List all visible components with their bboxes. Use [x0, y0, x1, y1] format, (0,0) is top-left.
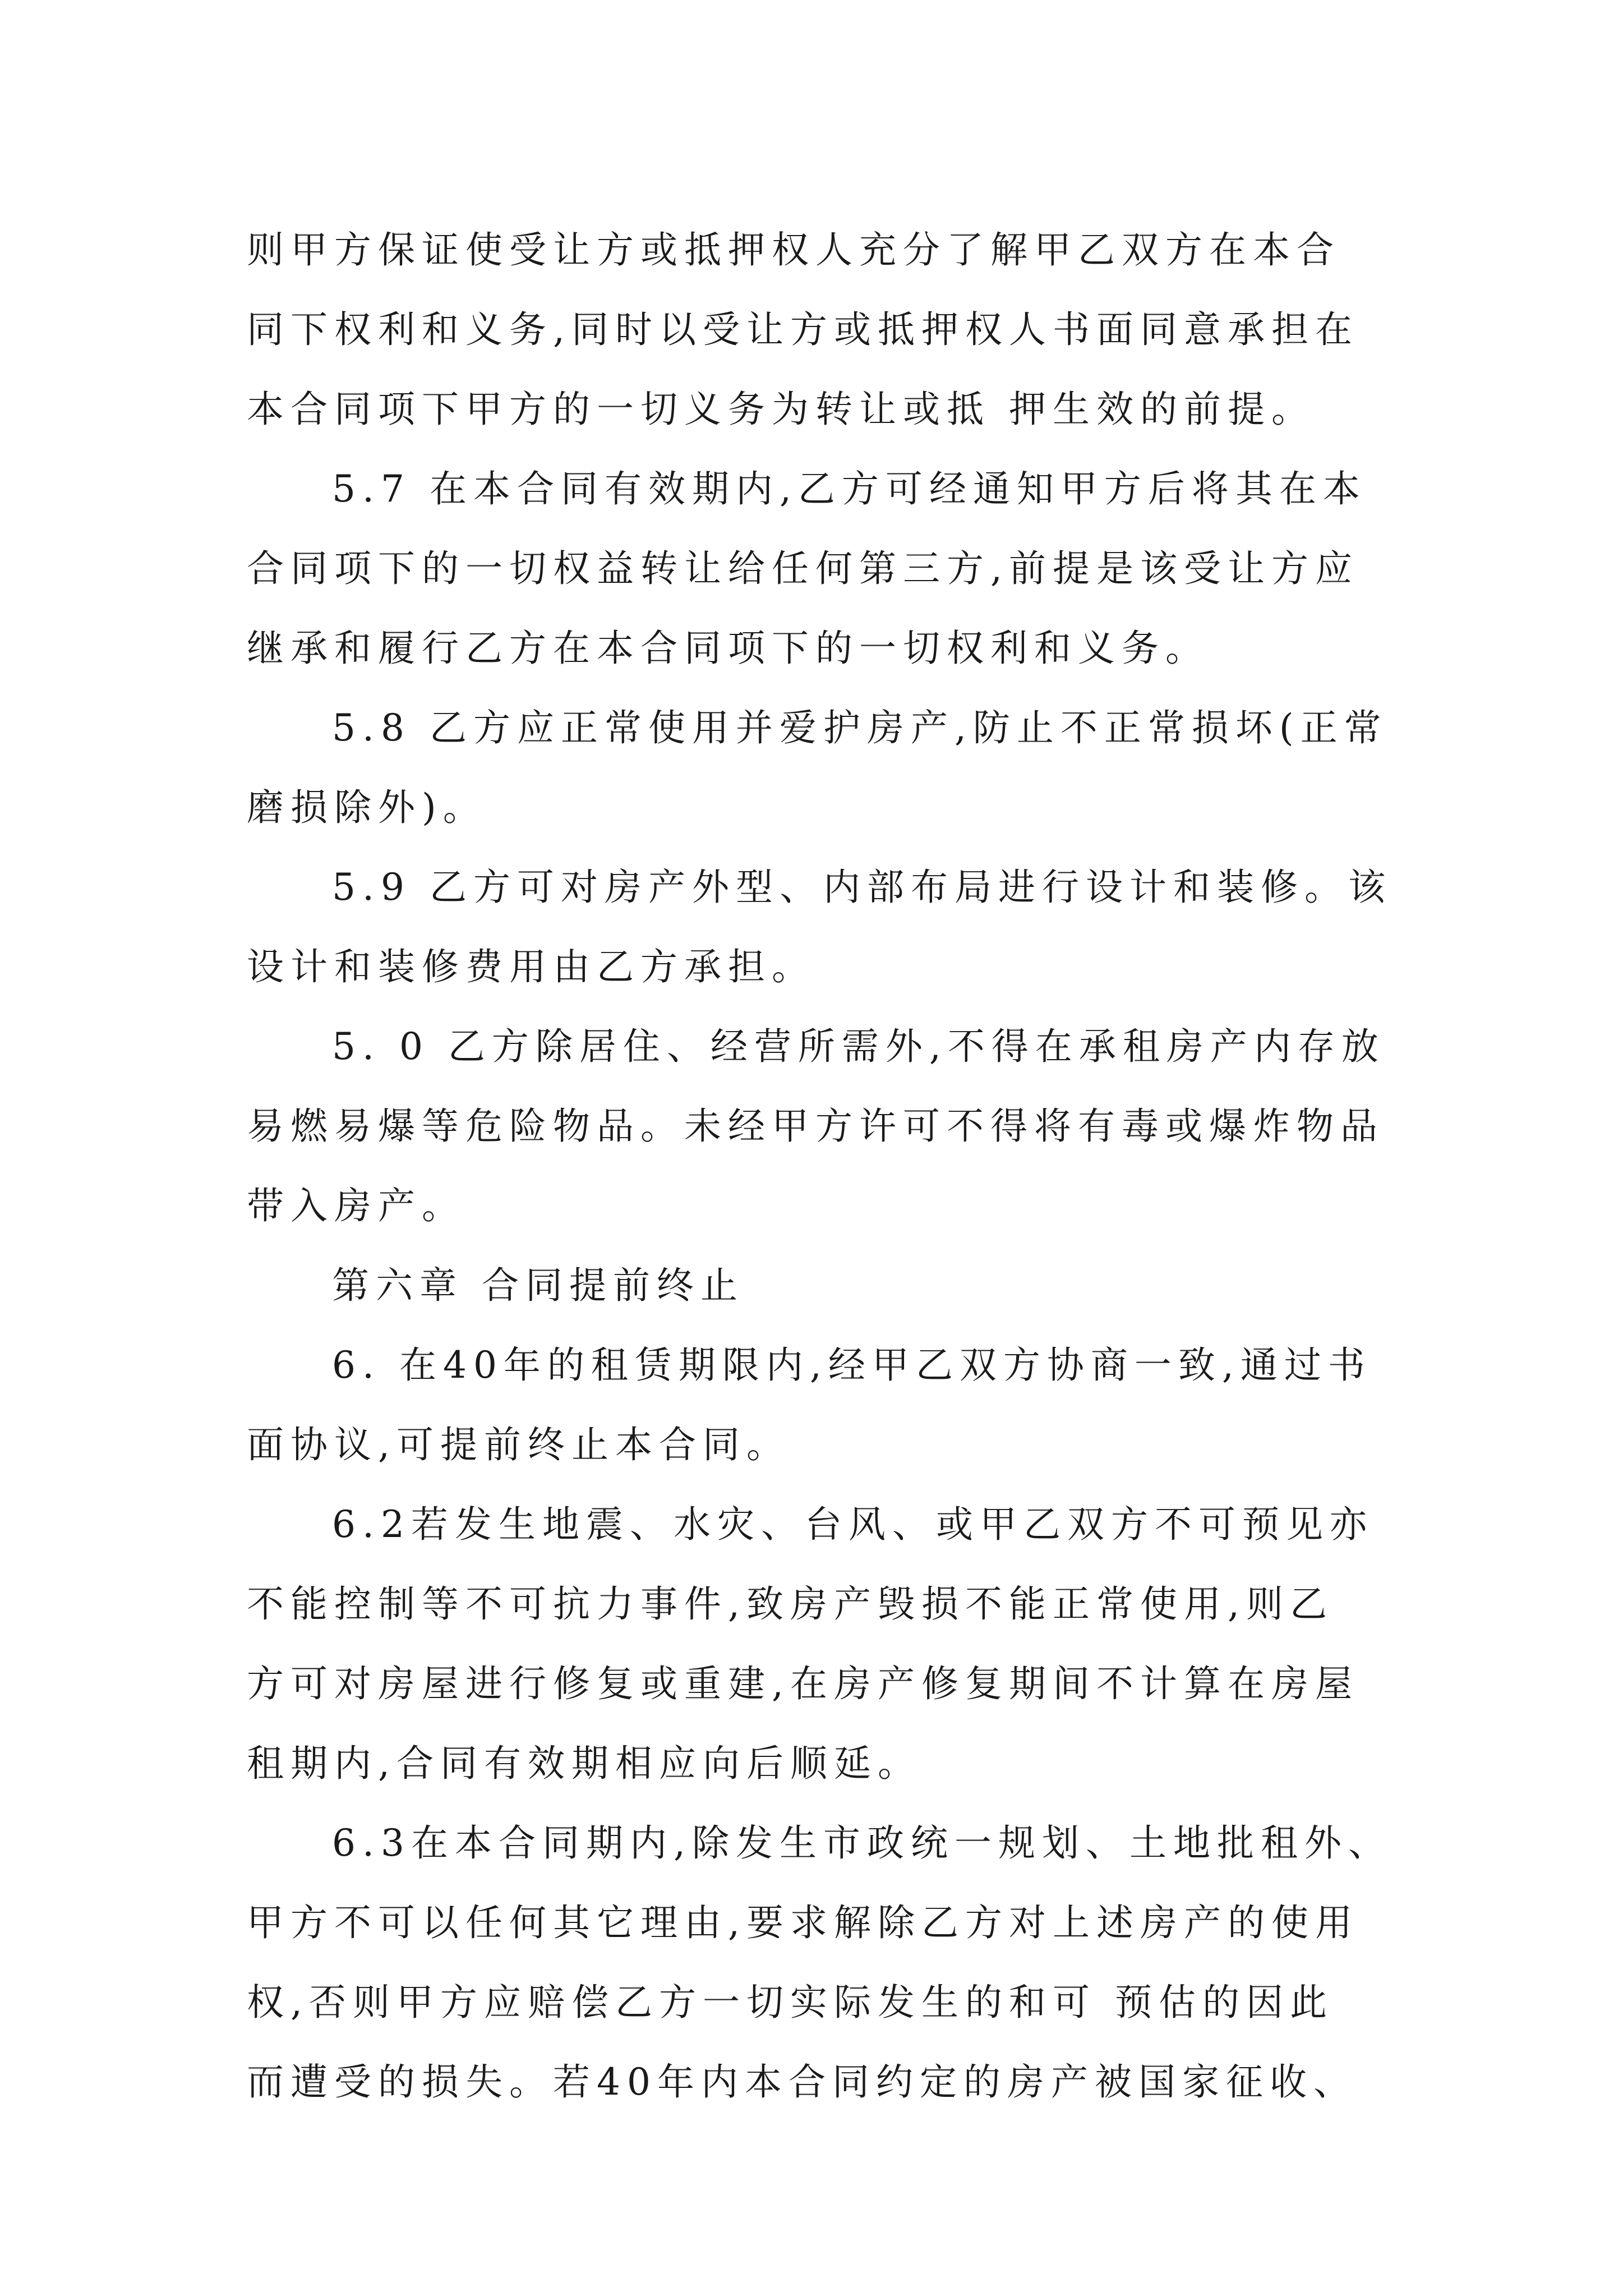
text-line: 权,否则甲方应赔偿乙方一切实际发生的和可 预估的因此	[247, 1981, 1334, 2024]
clause-6-2: 6.2若发生地震、水灾、台风、或甲乙双方不可预见亦	[332, 1503, 1373, 1546]
text-line: 而遭受的损失。若40年内本合同约定的房产被国家征收、	[247, 2060, 1357, 2104]
clause-6-3: 6.3在本合同期内,除发生市政统一规划、土地批租外、	[332, 1821, 1392, 1865]
text-line: 不能控制等不可抗力事件,致房产毁损不能正常使用,则乙	[247, 1582, 1334, 1626]
text-line: 则甲方保证使受让方或抵押权人充分了解甲乙双方在本合	[247, 228, 1340, 272]
text-line: 面协议,可提前终止本合同。	[247, 1423, 790, 1466]
chapter-heading: 第六章 合同提前终止	[332, 1264, 744, 1307]
text-line: 磨损除外)。	[247, 786, 487, 829]
clause-5-10: 5. 0 乙方除居住、经营所需外,不得在承租房产内存放	[332, 1025, 1385, 1068]
clause-5-7: 5.7 在本合同有效期内,乙方可经通知甲方后将其在本	[332, 467, 1367, 510]
text-line: 易燃易爆等危险物品。未经甲方许可不得将有毒或爆炸物品	[247, 1105, 1384, 1148]
text-line: 继承和履行乙方在本合同项下的一切权利和义务。	[247, 627, 1209, 670]
text-line: 设计和装修费用由乙方承担。	[247, 945, 815, 988]
clause-6-1: 6. 在40年的租赁期限内,经甲乙双方协商一致,通过书	[332, 1343, 1372, 1387]
text-line: 带入房产。	[247, 1184, 465, 1227]
clause-5-8: 5.8 乙方应正常使用并爱护房产,防止不正常损坏(正常	[332, 706, 1388, 749]
text-line: 甲方不可以任何其它理由,要求解除乙方对上述房产的使用	[247, 1901, 1359, 1944]
text-line: 合同项下的一切权益转让给任何第三方,前提是该受让方应	[247, 547, 1359, 590]
text-line: 方可对房屋进行修复或重建,在房产修复期间不计算在房屋	[247, 1662, 1359, 1705]
text-line: 租期内,合同有效期相应向后顺延。	[247, 1742, 921, 1785]
clause-5-9: 5.9 乙方可对房产外型、内部布局进行设计和装修。该	[332, 866, 1392, 909]
text-line: 本合同项下甲方的一切义务为转让或抵 押生效的前提。	[247, 388, 1315, 431]
document-body	[247, 210, 1391, 2122]
text-line: 同下权利和义务,同时以受让方或抵押权人书面同意承担在	[247, 308, 1359, 351]
